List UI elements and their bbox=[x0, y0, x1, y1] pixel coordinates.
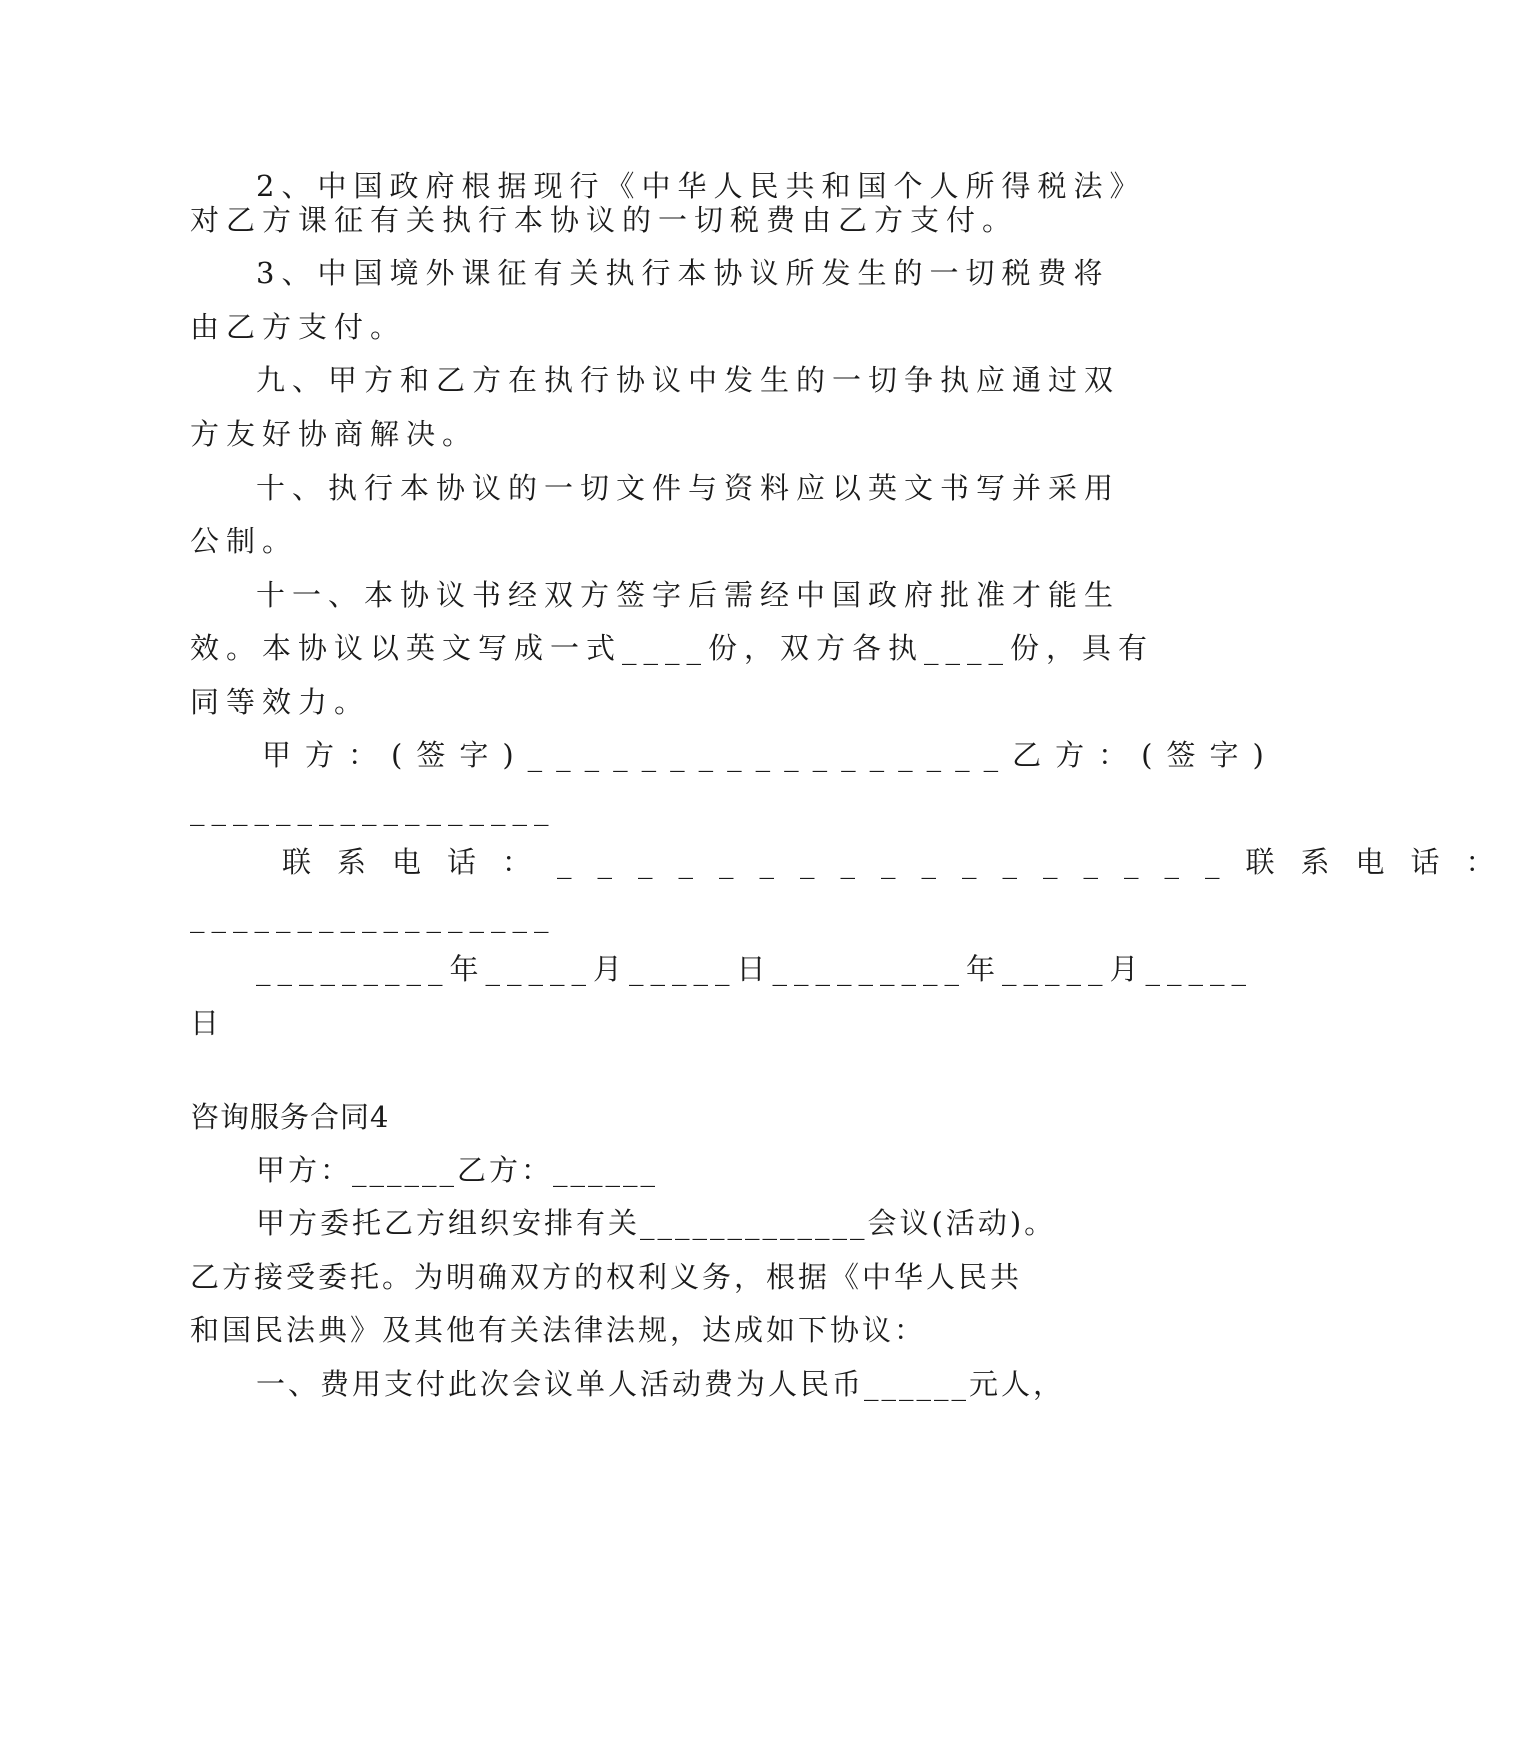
phone-blank: _________________ bbox=[190, 899, 556, 933]
paragraph-line: 公制。 bbox=[190, 524, 299, 558]
party-line: 甲方：______乙方：______ bbox=[256, 1153, 659, 1187]
paragraph-line: 方友好协商解决。 bbox=[190, 417, 479, 451]
date-line-end: 日 bbox=[190, 1006, 227, 1040]
paragraph-line: 同等效力。 bbox=[190, 685, 371, 719]
paragraph-line: 3、中国境外课征有关执行本协议所发生的一切税费将 bbox=[256, 256, 1110, 290]
paragraph-line: 九、甲方和乙方在执行协议中发生的一切争执应通过双 bbox=[256, 363, 1121, 397]
signature-blank: _________________ bbox=[190, 792, 556, 826]
paragraph-line: 甲方委托乙方组织安排有关_____________会议(活动)。 bbox=[256, 1206, 1057, 1240]
paragraph-line: 十、执行本协议的一切文件与资料应以英文书写并采用 bbox=[256, 471, 1121, 505]
paragraph-line: 乙方接受委托。为明确双方的权利义务，根据《中华人民共 bbox=[190, 1260, 1023, 1294]
section-title: 咨询服务合同4 bbox=[190, 1100, 390, 1134]
signature-line: 甲方：(签字)_________________乙方：(签字) bbox=[262, 738, 1278, 772]
paragraph-line: 效。本协议以英文写成一式____份，双方各执____份，具有 bbox=[190, 631, 1155, 665]
paragraph-line: 2、中国政府根据现行《中华人民共和国个人所得税法》 bbox=[256, 169, 1146, 203]
paragraph-line: 一、费用支付此次会议单人活动费为人民币______元人， bbox=[256, 1367, 1066, 1401]
paragraph-line: 和国民法典》及其他有关法律法规，达成如下协议： bbox=[190, 1313, 927, 1347]
paragraph-line: 十一、本协议书经双方签字后需经中国政府批准才能生 bbox=[256, 578, 1121, 612]
phone-line: 联系电话：_________________联系电话： bbox=[282, 845, 1521, 879]
paragraph-line: 由乙方支付。 bbox=[190, 310, 407, 344]
paragraph-line: 对乙方课征有关执行本协议的一切税费由乙方支付。 bbox=[190, 203, 1019, 237]
date-line: _________年_____月_____日_________年_____月_____ bbox=[256, 952, 1254, 986]
